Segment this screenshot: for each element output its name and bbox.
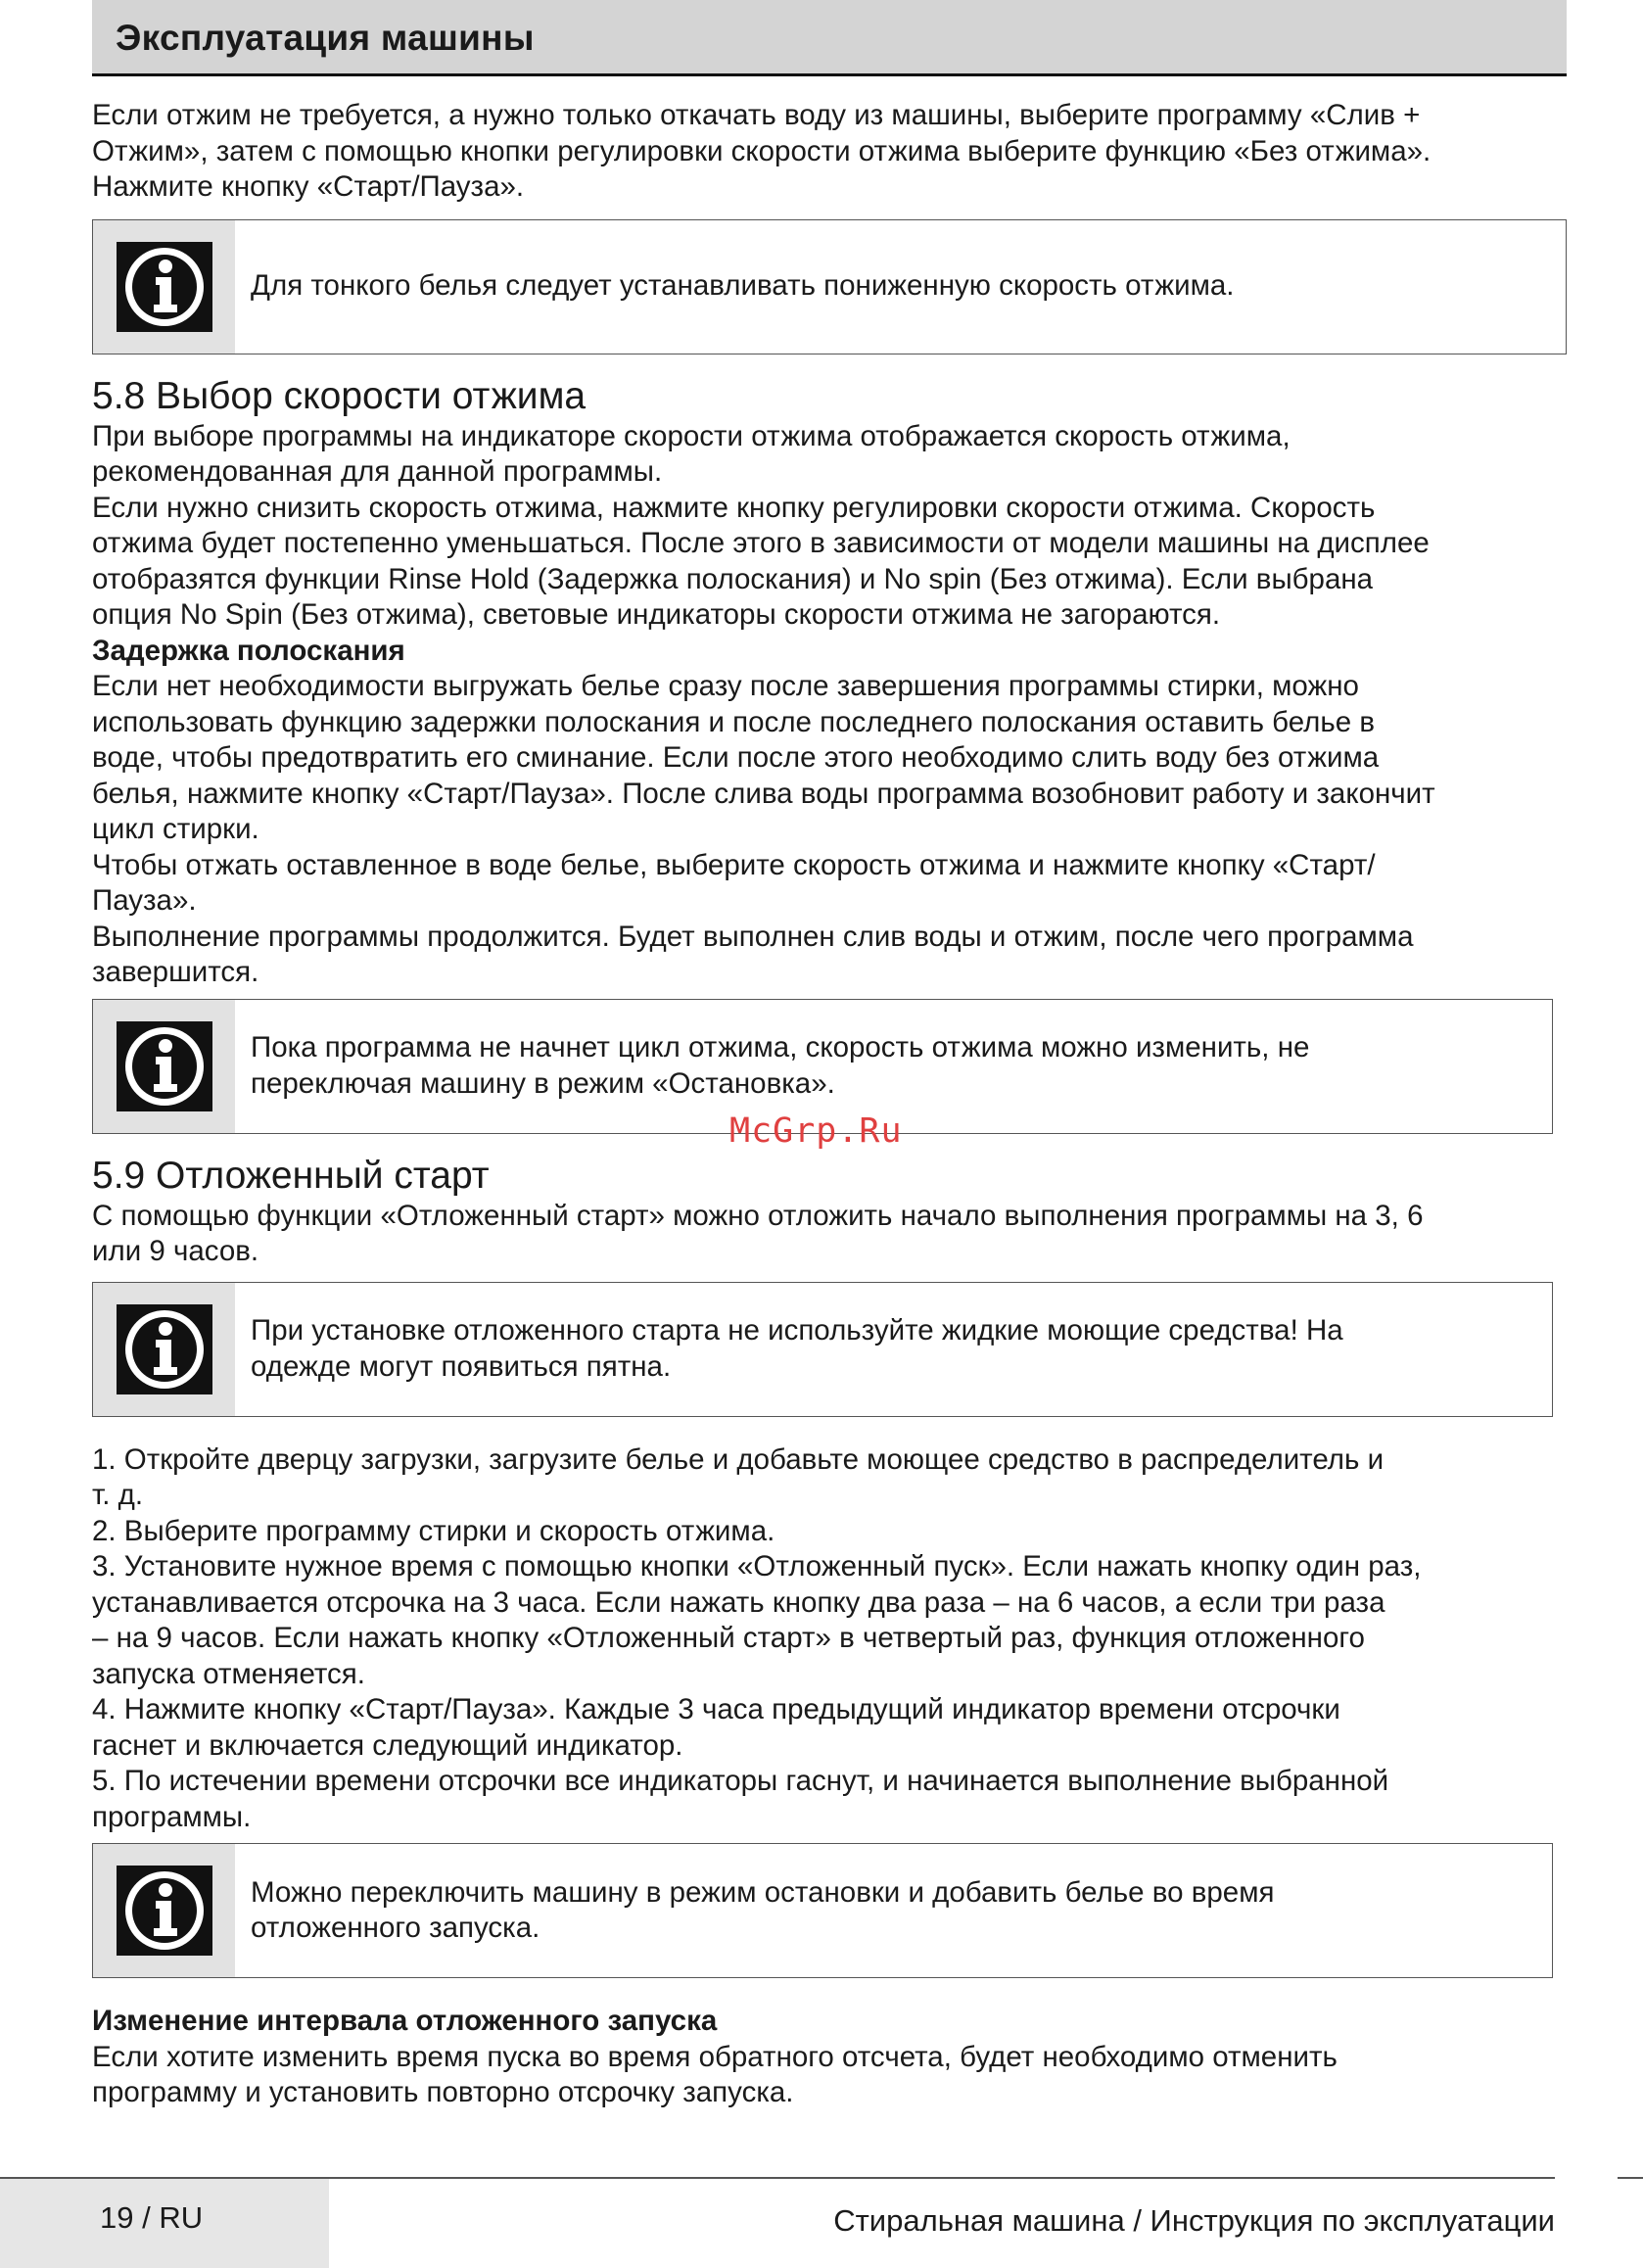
text-line: использовать функцию задержки полоскания и после последнего полоскания оставить белье в (92, 705, 1376, 738)
list-item: – на 9 часов. Если нажать кнопку «Отложенный старт» в четвертый раз, функция отложенного (92, 1622, 1365, 1654)
text-line: опция No Spin (Без отжима), световые индикаторы скорости отжима не загораются. (92, 598, 1221, 631)
section-5-9-intro (92, 1199, 1571, 1270)
note-text (235, 1875, 1293, 1947)
list-item: устанавливается отсрочка на 3 часа. Если нажать кнопку два раза – на 6 часов, а если три раза (92, 1585, 1385, 1619)
info-note (92, 1282, 1553, 1417)
change-interval-section (92, 2004, 1571, 2111)
text-line: Если нет необходимости выгружать белье сразу после завершения программы стирки, можно (92, 670, 1359, 702)
text-line: Отжим», затем с помощью кнопки регулировки скорости отжима выберите функцию «Без отжима». (92, 134, 1432, 167)
text-line: цикл стирки. (92, 813, 259, 845)
text-line: отложенного запуска. (251, 1912, 540, 1944)
info-icon-cell (93, 1844, 235, 1977)
section-5-8-body (92, 419, 1571, 991)
intro-paragraph (92, 98, 1571, 206)
info-icon (117, 1304, 212, 1394)
list-item: т. д. (92, 1479, 144, 1511)
info-note (92, 1843, 1553, 1978)
info-icon (117, 242, 212, 332)
text-line: Если отжим не требуется, а нужно только откачать воду из машины, выберите программу «Слив + (92, 99, 1421, 131)
text-line: воде, чтобы предотвратить его сминание. Если после этого необходимо слить воду без отжима (92, 741, 1380, 774)
section-title-5-8: 5.8 Выбор скорости отжима (92, 374, 587, 417)
footer-page-number (0, 2179, 329, 2268)
section-title-5-9: 5.9 Отложенный старт (92, 1154, 490, 1197)
list-item: программы. (92, 1800, 252, 1833)
footer-divider-tick (1618, 2177, 1643, 2179)
list-item: 1. Откройте дверцу загрузки, загрузите белье и добавьте моющее средство в распределитель и (92, 1442, 1385, 1476)
info-icon-cell (93, 1283, 235, 1416)
list-item: запуска отменяется. (92, 1657, 365, 1690)
info-icon-cell (93, 1000, 235, 1133)
list-item: 5. По истечении времени отсрочки все индикаторы гаснут, и начинается выполнение выбранной (92, 1765, 1389, 1797)
list-item: 3. Установите нужное время с помощью кнопки «Отложенный пуск». Если нажать кнопку один раз, (92, 1550, 1422, 1583)
page-number: 19 / RU (100, 2200, 204, 2235)
text-line: С помощью функции «Отложенный старт» можно отложить начало выполнения программы на 3, 6 (92, 1199, 1424, 1232)
list-item: 4. Нажмите кнопку «Старт/Пауза». Каждые 3 часа предыдущий индикатор времени отсрочки (92, 1693, 1340, 1725)
list-item: гаснет и включается следующий индикатор. (92, 1728, 683, 1762)
text-line: одежде могут появиться пятна. (251, 1349, 672, 1383)
text-line: При выборе программы на индикаторе скорости отжима отображается скорость отжима, (92, 419, 1291, 452)
note-text: Для тонкого белья следует устанавливать пониженную скорость отжима. (251, 269, 1235, 303)
list-item: 2. Выберите программу стирки и скорость отжима. (92, 1514, 775, 1547)
text-line: переключая машину в режим «Остановка». (251, 1066, 835, 1100)
text-line: При установке отложенного старта не используйте жидкие моющие средства! На (251, 1314, 1343, 1347)
info-note (92, 219, 1567, 354)
info-icon-cell (93, 220, 235, 354)
text-line: Можно переключить машину в режим остановки и добавить белье во время (251, 1875, 1275, 1909)
watermark: McGrp.Ru (729, 1111, 903, 1151)
note-text (235, 1030, 1329, 1102)
subheading-rinse-hold: Задержка полоскания (92, 634, 405, 667)
text-line: Нажмите кнопку «Старт/Пауза». (92, 170, 525, 203)
text-line: отобразятся функции Rinse Hold (Задержка полоскания) и No spin (Без отжима). Если выбрана (92, 562, 1374, 595)
text-line: программу и установить повторно отсрочку запуска. (92, 2076, 794, 2108)
page-header (92, 0, 1567, 76)
text-line: Пауза». (92, 884, 197, 917)
text-line: Пока программа не начнет цикл отжима, скорость отжима можно изменить, не (251, 1031, 1310, 1063)
note-text (235, 1313, 1363, 1385)
page-content (92, 98, 1571, 2111)
text-line: рекомендованная для данной программы. (92, 455, 663, 488)
text-line: Выполнение программы продолжится. Будет выполнен слив воды и отжим, после чего программа (92, 920, 1414, 953)
delay-steps-list (92, 1442, 1571, 1836)
text-line: отжима будет постепенно уменьшаться. После этого в зависимости от модели машины на дисплее (92, 527, 1430, 559)
text-line: Чтобы отжать оставленное в воде белье, выберите скорость отжима и нажмите кнопку «Старт/ (92, 848, 1376, 881)
page-title: Эксплуатация машины (116, 18, 535, 58)
text-line: завершится. (92, 956, 259, 988)
text-line: белья, нажмите кнопку «Старт/Пауза». После слива воды программа возобновит работу и закончит (92, 777, 1435, 810)
text-line: Если хотите изменить время пуска во время обратного отсчета, будет необходимо отменить (92, 2040, 1338, 2073)
text-line: Если нужно снизить скорость отжима, нажмите кнопку регулировки скорости отжима. Скорость (92, 491, 1376, 524)
info-icon (117, 1021, 212, 1111)
text-line: или 9 часов. (92, 1235, 259, 1267)
subheading-change-interval: Изменение интервала отложенного запуска (92, 2005, 718, 2037)
footer-document-title: Стиральная машина / Инструкция по эксплуатации (833, 2203, 1555, 2238)
info-icon (117, 1866, 212, 1956)
